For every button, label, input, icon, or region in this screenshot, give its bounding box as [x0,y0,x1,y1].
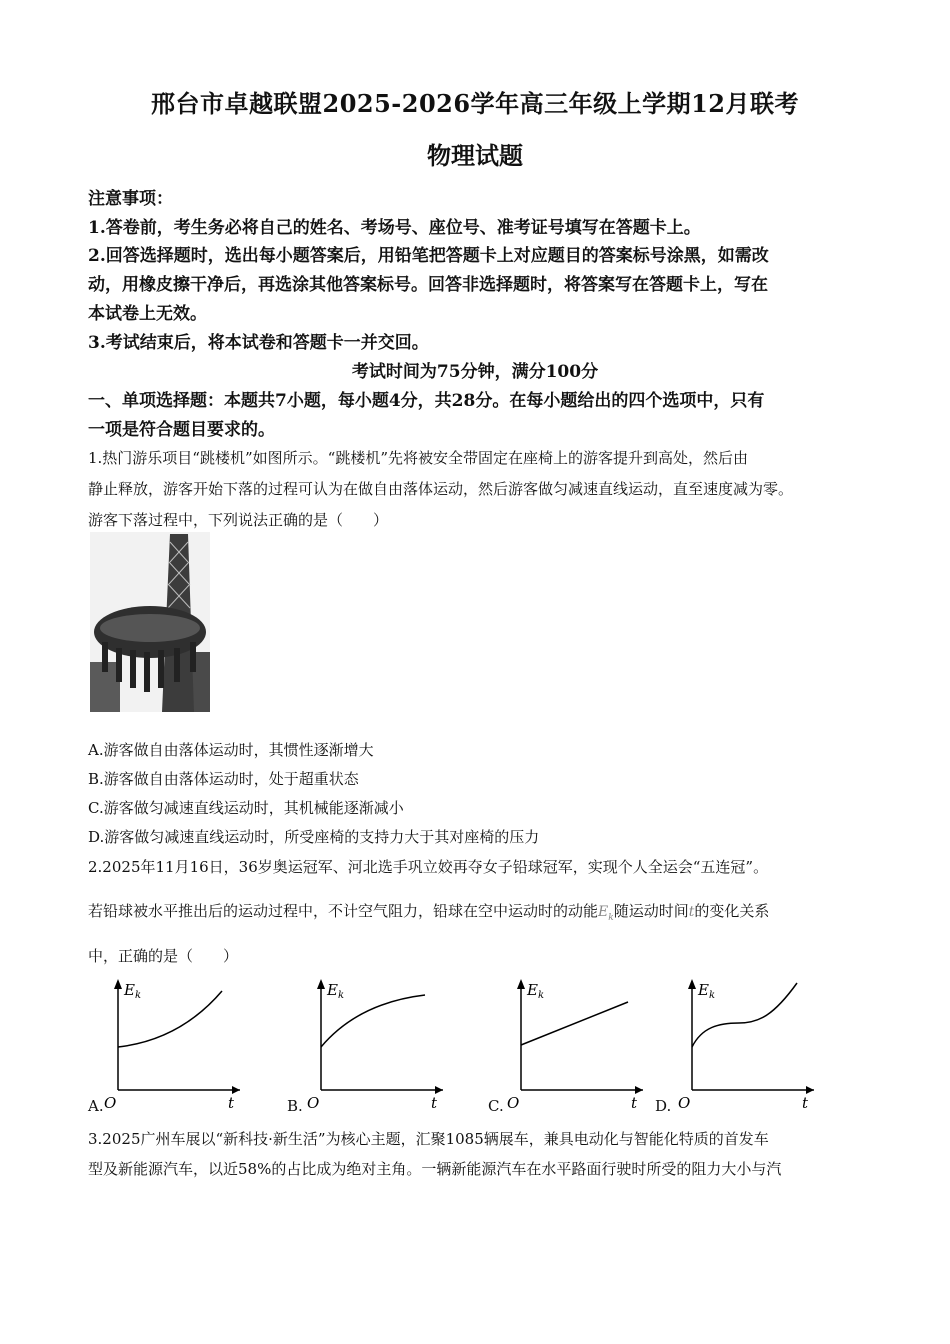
q2-stem-2a: 若铅球被水平推出后的运动过程中，不计空气阻力，铅球在空中运动时的动能 [88,902,599,920]
q3-stem-2: 型及新能源汽车，以近58%的占比成为绝对主角。一辆新能源汽车在水平路面行驶时所受的阻力大小与汽 [88,1160,782,1178]
graph-d-ylabel: $E_k$ [698,981,716,1001]
graph-a [100,975,240,1110]
graph-a-xlabel: t [228,1094,235,1110]
graph-c-ylabel: $E_k$ [527,981,545,1001]
q2-stem-3: 中，正确的是（ ） [88,947,239,965]
q1-stem-2: 静止释放，游客开始下落的过程可认为在做自由落体运动，然后游客做匀减速直线运动，直至速度减为零。 [88,480,794,498]
section-1-heading: 一、单项选择题：本题共7小题，每小题4分，共28分。在每小题给出的四个选项中，只有 [88,391,765,411]
graph-b [303,975,443,1110]
graph-d [674,975,814,1110]
q2-stem-2c: 的变化关系 [694,902,770,920]
t-symbol: t [688,904,695,920]
graph-d-xlabel: t [802,1094,809,1110]
q3-stem-1: 3.2025广州车展以“新科技·新生活”为核心主题，汇聚1085辆展车，兼具电动化与智能化特质的首发车 [88,1130,769,1148]
graph-b-ylabel: $E_k$ [327,981,345,1001]
note-3: 3.考试结束后，将本试卷和答题卡一并交回。 [88,333,429,353]
graph-b-xlabel: t [431,1094,438,1110]
exam-subject: 物理试题 [427,141,523,170]
q2-stem-1: 2.2025年11月16日，36岁奥运冠军、河北选手巩立姣再夺女子铅球冠军，实现个人全运会“五连冠”。 [88,858,769,876]
notes-heading: 注意事项： [88,189,173,209]
graph-b-origin: O [307,1094,320,1110]
ek-symbol: $E_k$ [598,904,614,923]
graph-a-ylabel: $E_k$ [124,981,142,1001]
section-1-heading-cont: 一项是符合题目要求的。 [88,420,275,440]
q2-stem-2 [88,900,769,923]
exam-title: 邢台市卓越联盟2025-2026学年高三年级上学期12月联考 [151,89,799,118]
q1-stem-1: 1.热门游乐项目“跳楼机”如图所示。“跳楼机”先将被安全带固定在座椅上的游客提升到高处，然后由 [88,449,748,467]
note-2-line-2: 动，用橡皮擦干净后，再选涂其他答案标号。回答非选择题时，将答案写在答题卡上，写在 [88,275,768,295]
exam-time: 考试时间为75分钟，满分100分 [351,362,599,382]
graph-c-origin: O [507,1094,520,1110]
graph-c [503,975,643,1110]
graph-d-origin: O [678,1094,691,1110]
graph-c-label: C. [488,1097,504,1115]
q1-option-d: D.游客做匀减速直线运动时，所受座椅的支持力大于其对座椅的压力 [88,828,540,846]
graph-d-label: D. [655,1097,672,1115]
graph-a-label: A. [88,1097,104,1115]
q2-stem-2b: 随运动时间 [613,902,689,920]
note-2-line-3: 本试卷上无效。 [88,304,207,324]
graph-c-xlabel: t [631,1094,638,1110]
q1-option-b: B.游客做自由落体运动时，处于超重状态 [88,770,359,788]
graph-b-label: B. [287,1097,303,1115]
q1-option-a: A.游客做自由落体运动时，其惯性逐渐增大 [88,741,374,759]
graph-a-origin: O [104,1094,117,1110]
q1-option-c: C.游客做匀减速直线运动时，其机械能逐渐减小 [88,799,404,817]
drop-tower-photo [90,532,210,712]
note-2-line-1: 2.回答选择题时，选出每小题答案后，用铅笔把答题卡上对应题目的答案标号涂黑，如需改 [88,246,769,266]
note-1: 1.答卷前，考生务必将自己的姓名、考场号、座位号、准考证号填写在答题卡上。 [88,218,701,238]
q1-stem-3: 游客下落过程中，下列说法正确的是（ ） [88,511,389,529]
